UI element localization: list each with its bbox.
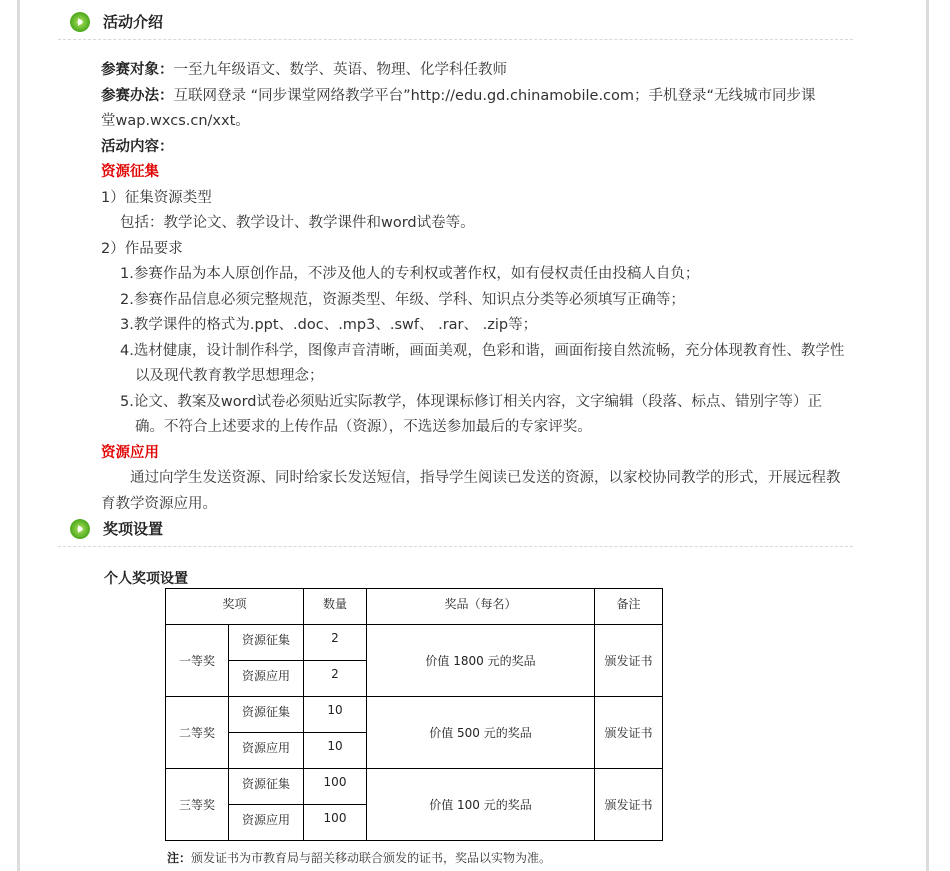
- requirement-5: 5.论文、教案及word试卷必须贴近实际教学，体现课标修订相关内容，文字编辑（段落、标点、错别字等）正: [120, 394, 822, 410]
- collect-heading: 资源征集: [101, 164, 159, 180]
- award-prize: 价值 500 元的奖品: [367, 697, 595, 769]
- section-title-awards: 奖项设置: [103, 520, 164, 538]
- item1: 1）征集资源类型: [101, 190, 212, 206]
- section-title-intro: 活动介绍: [103, 13, 164, 31]
- target-line: [101, 58, 507, 79]
- apply-heading: 资源应用: [101, 445, 159, 461]
- award-remark: 颁发证书: [595, 625, 663, 697]
- target-label: 参赛对象：: [101, 62, 174, 78]
- requirement-1: 1.参赛作品为本人原创作品，不涉及他人的专利权或著作权，如有侵权责任由投稿人自负；: [120, 266, 700, 282]
- apply-paragraph-continued: 育教学资源应用。: [101, 496, 217, 512]
- award-count: 100: [304, 805, 367, 841]
- table-row: [166, 769, 663, 805]
- green-arrow-bullet-icon: [70, 12, 90, 32]
- dashed-divider: [58, 546, 853, 547]
- table-row: [166, 625, 663, 661]
- awards-table-title: 个人奖项设置: [104, 571, 188, 587]
- section-header-awards: [70, 516, 850, 546]
- award-remark: 颁发证书: [595, 769, 663, 841]
- requirement-5-continued: 确。不符合上述要求的上传作品（资源），不选送参加最后的专家评奖。: [135, 419, 592, 435]
- method-value: 互联网登录 “同步课堂网络教学平台”http://edu.gd.chinamobile.com；手机登录“无线城市同步课: [173, 88, 816, 104]
- requirement-2: 2.参赛作品信息必须完整规范，资源类型、年级、学科、知识点分类等必须填写正确等；: [120, 292, 685, 308]
- award-count: 2: [304, 625, 367, 661]
- note-label: 注：: [167, 851, 192, 865]
- header-award: 奖项: [166, 589, 304, 625]
- section-header-intro: [70, 9, 850, 39]
- item2: 2）作品要求: [101, 241, 183, 257]
- award-level: 二等奖: [166, 697, 229, 769]
- apply-paragraph: 通过向学生发送资源、同时给家长发送短信，指导学生阅读已发送的资源，以家校协同教学的形式，开展远程教: [130, 470, 841, 486]
- method-line-continued: 堂wap.wxcs.cn/xxt。: [101, 113, 250, 129]
- award-level: 三等奖: [166, 769, 229, 841]
- award-remark: 颁发证书: [595, 697, 663, 769]
- award-count: 10: [304, 697, 367, 733]
- requirement-4-continued: 以及现代教育教学思想理念；: [135, 368, 324, 384]
- header-count: 数量: [304, 589, 367, 625]
- award-prize: 价值 100 元的奖品: [367, 769, 595, 841]
- requirement-4: 4.选材健康，设计制作科学，图像声音清晰，画面美观，色彩和谐，画面衔接自然流畅，充分体现教育性、教学性: [120, 343, 845, 359]
- method-label: 参赛办法：: [101, 88, 174, 104]
- content-label: 活动内容：: [101, 139, 174, 155]
- header-prize: 奖品（每名）: [367, 589, 595, 625]
- item1-detail: 包括：教学论文、教学设计、教学课件和word试卷等。: [120, 215, 475, 231]
- award-level: 一等奖: [166, 625, 229, 697]
- note-text: 颁发证书为市教育局与韶关移动联合颁发的证书，奖品以实物为准。: [191, 851, 552, 865]
- dashed-divider: [58, 39, 853, 40]
- awards-note: [167, 849, 551, 866]
- header-remark: 备注: [595, 589, 663, 625]
- green-arrow-bullet-icon: [70, 519, 90, 539]
- resource-type: 资源征集: [229, 625, 304, 661]
- resource-type: 资源征集: [229, 697, 304, 733]
- resource-type: 资源应用: [229, 805, 304, 841]
- method-line: [101, 84, 816, 105]
- award-prize: 价值 1800 元的奖品: [367, 625, 595, 697]
- requirement-3: 3.教学课件的格式为.ppt、.doc、.mp3、.swf、 .rar、 .zip等；: [120, 317, 538, 333]
- target-value: 一至九年级语文、数学、英语、物理、化学科任教师: [173, 62, 507, 78]
- award-count: 100: [304, 769, 367, 805]
- award-count: 2: [304, 661, 367, 697]
- table-row: [166, 697, 663, 733]
- table-header-row: [166, 589, 663, 625]
- resource-type: 资源应用: [229, 733, 304, 769]
- resource-type: 资源应用: [229, 661, 304, 697]
- resource-type: 资源征集: [229, 769, 304, 805]
- awards-table: [165, 588, 663, 841]
- award-count: 10: [304, 733, 367, 769]
